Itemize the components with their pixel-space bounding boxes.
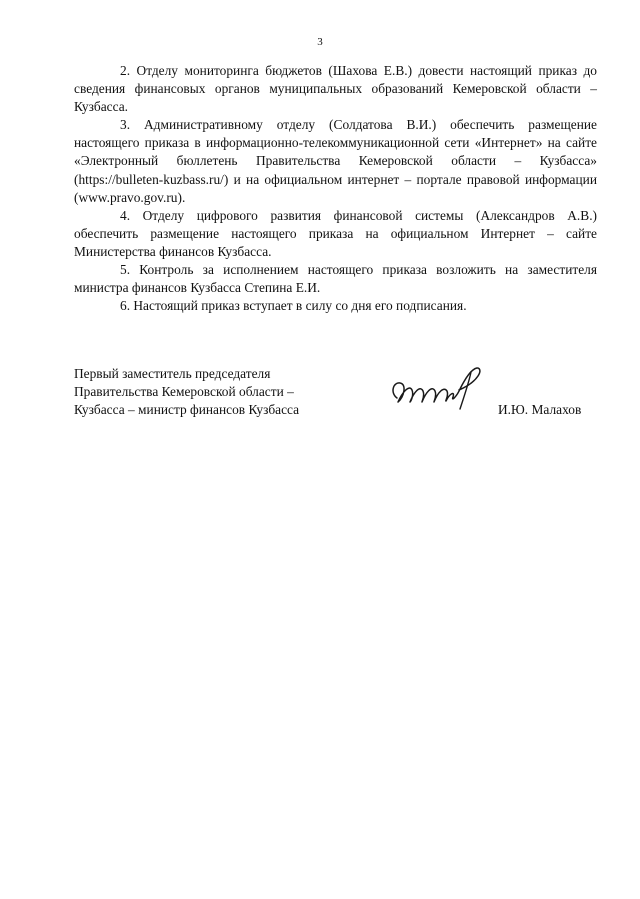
paragraph-item-2: 2. Отделу мониторинга бюджетов (Шахова Е.В.) довести настоящий приказ до сведения финансовых органов муниципальных образований Кемеровской области – Кузбасса. [74,63,597,115]
handwritten-signature [387,346,483,414]
signer-position-line: Правительства Кемеровской области – [74,384,294,400]
signer-position-line: Первый заместитель председателя [74,366,271,381]
signer-name: И.Ю. Малахов [498,402,582,417]
order-body [74,62,597,315]
paragraph-item-3: 3. Административному отделу (Солдатова В.И.) обеспечить размещение настоящего приказа в информационно-телекоммуникационной сети «Интернет» на сайте «Электронный бюллетень Правительства Кемеровской области – Кузбасса» (https://bulleten-kuzbass.ru/) и на официальном интернет – портале правовой информации (www.pravo.gov.ru). [74,117,597,205]
page-number: 3 [317,36,323,48]
paragraph-item-6: 6. Настоящий приказ вступает в силу со дня его подписания. [120,298,467,314]
signer-position-line: Кузбасса – министр финансов Кузбасса [74,402,300,418]
signer-position [74,365,299,420]
paragraph-item-4: 4. Отделу цифрового развития финансовой системы (Александров А.В.) обеспечить размещение настоящего приказа на официальном Интернет – сайте Министерства финансов Кузбасса. [74,207,597,259]
paragraph-item-5: 5. Контроль за исполнением настоящего приказа возложить на заместителя министра финансов Кузбасса Степина Е.И. [74,262,597,296]
